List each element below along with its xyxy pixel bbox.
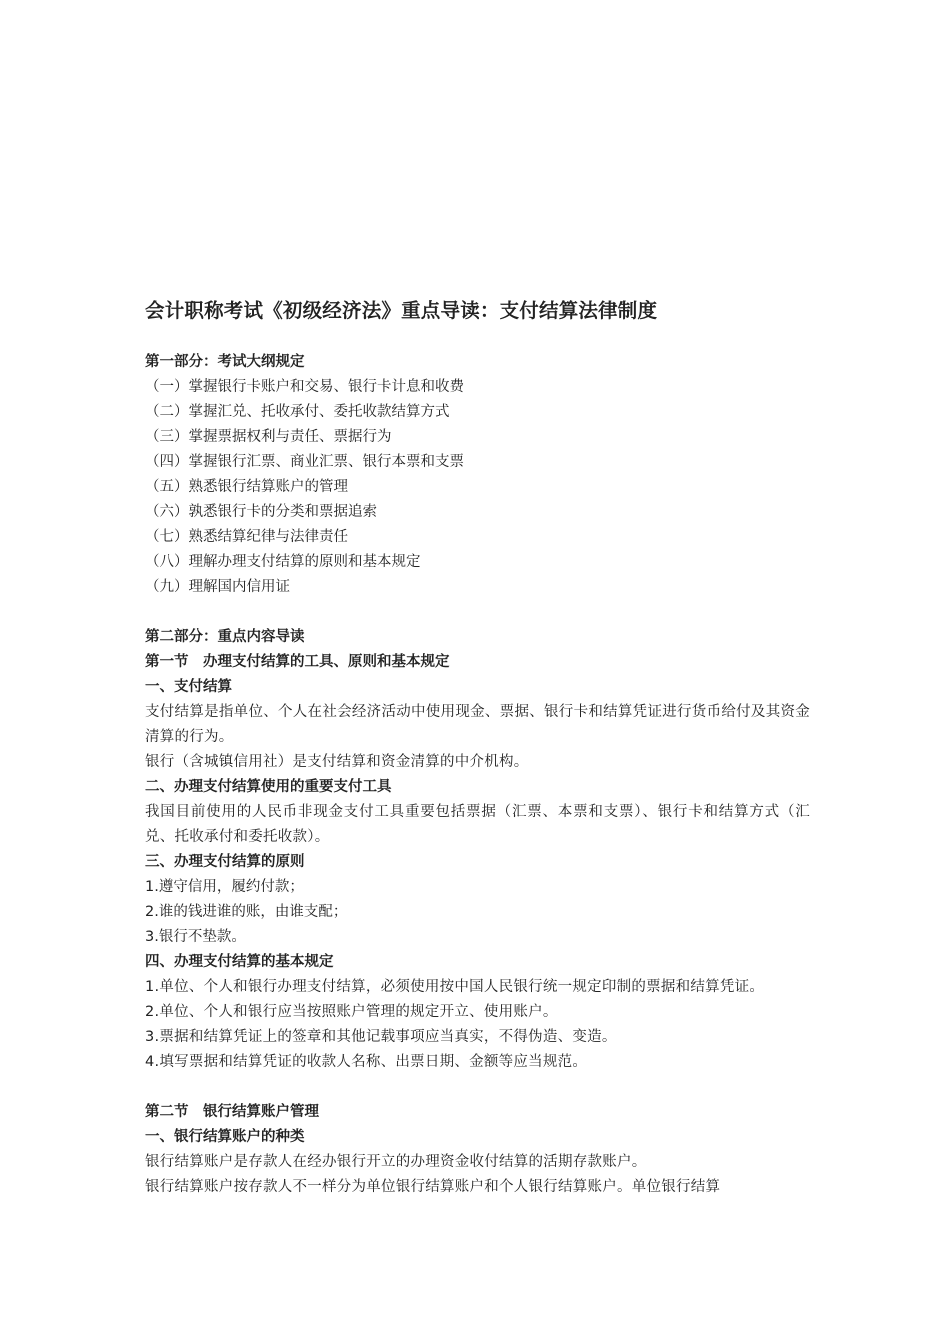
- syllabus-item: （一）掌握银行卡账户和交易、银行卡计息和收费: [145, 379, 464, 395]
- subheading-principles: 三、办理支付结算的原则: [145, 854, 305, 870]
- syllabus-item: （六）孰悉银行卡的分类和票据追索: [145, 504, 377, 520]
- subheading-account-types: 一、银行结算账户的种类: [145, 1129, 305, 1145]
- paragraph-definition: 支付结算是指单位、个人在社会经济活动中使用现金、票据、银行卡和结算凭证进行货币给付及其资金清算的行为。: [145, 704, 810, 745]
- syllabus-item: （三）掌握票据权利与责任、票据行为: [145, 429, 392, 445]
- subheading-payment-tools: 二、办理支付结算使用的重要支付工具: [145, 779, 392, 795]
- rule-item: 1.单位、个人和银行办理支付结算，必须使用按中国人民银行统一规定印制的票据和结算凭证。: [145, 979, 765, 995]
- principle-item: 2.谁的钱进谁的账，由谁支配；: [145, 904, 348, 920]
- subheading-basic-rules: 四、办理支付结算的基本规定: [145, 954, 334, 970]
- paragraph-payment-tools: 我国目前使用的人民币非现金支付工具重要包括票据（汇票、本票和支票）、银行卡和结算方式（汇兑、托收承付和委托收款）。: [145, 804, 810, 845]
- document-title: 会计职称考试《初级经济法》重点导读：支付结算法律制度: [145, 299, 658, 322]
- subheading-payment-settlement: 一、支付结算: [145, 679, 232, 695]
- principle-item: 1.遵守信用，履约付款；: [145, 879, 304, 895]
- part2-heading: 第二部分：重点内容导读: [145, 629, 305, 645]
- section1-heading: 第一节 办理支付结算的工具、原则和基本规定: [145, 654, 450, 670]
- paragraph-intermediary: 银行（含城镇信用社）是支付结算和资金清算的中介机构。: [145, 754, 529, 770]
- rule-item: 2.单位、个人和银行应当按照账户管理的规定开立、使用账户。: [145, 1004, 558, 1020]
- section2-heading: 第二节 银行结算账户管理: [145, 1104, 319, 1120]
- syllabus-item: （八）理解办理支付结算的原则和基本规定: [145, 554, 421, 570]
- part1-heading: 第一部分：考试大纲规定: [145, 354, 305, 370]
- rule-item: 4.填写票据和结算凭证的收款人名称、出票日期、金额等应当规范。: [145, 1054, 588, 1070]
- principle-item: 3.银行不垫款。: [145, 929, 246, 945]
- paragraph-account-classification: 银行结算账户按存款人不一样分为单位银行结算账户和个人银行结算账户。单位银行结算: [145, 1179, 721, 1195]
- syllabus-item: （七）熟悉结算纪律与法律责任: [145, 529, 348, 545]
- document-page: [145, 296, 810, 1200]
- rule-item: 3.票据和结算凭证上的签章和其他记载事项应当真实，不得伪造、变造。: [145, 1029, 617, 1045]
- syllabus-item: （四）掌握银行汇票、商业汇票、银行本票和支票: [145, 454, 464, 470]
- paragraph-account-definition: 银行结算账户是存款人在经办银行开立的办理资金收付结算的活期存款账户。: [145, 1154, 647, 1170]
- syllabus-item: （二）掌握汇兑、托收承付、委托收款结算方式: [145, 404, 450, 420]
- syllabus-item: （九）理解国内信用证: [145, 579, 290, 595]
- spacer: [145, 1075, 810, 1100]
- spacer: [145, 600, 810, 625]
- syllabus-item: （五）熟悉银行结算账户的管理: [145, 479, 348, 495]
